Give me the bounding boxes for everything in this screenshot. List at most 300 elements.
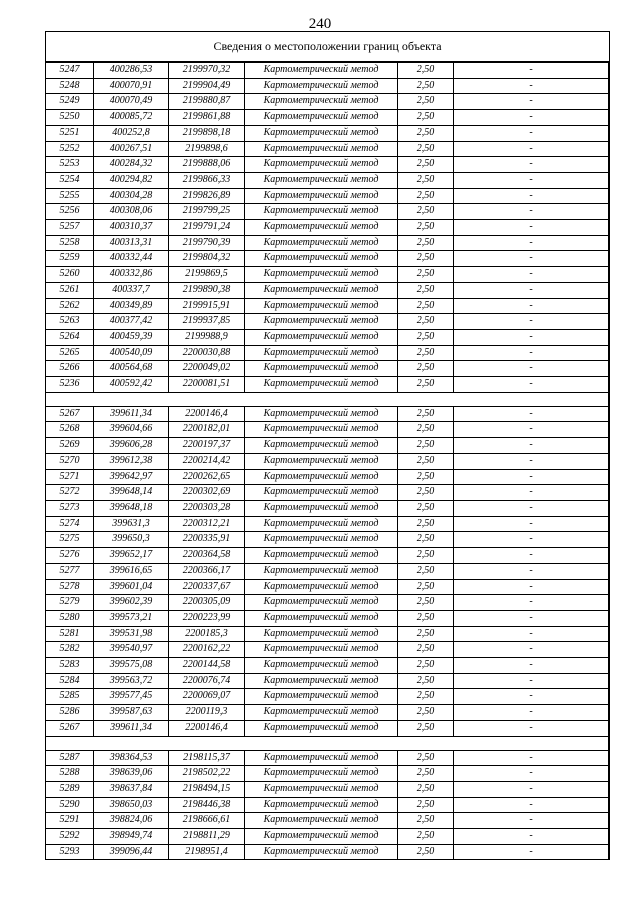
description-cell: - bbox=[454, 673, 609, 689]
x-coordinate-cell: 399573,21 bbox=[94, 610, 169, 626]
method-cell: Картометрический метод bbox=[245, 469, 398, 485]
description-cell: - bbox=[454, 172, 609, 188]
x-coordinate-cell: 400070,49 bbox=[94, 94, 169, 110]
point-number-cell: 5249 bbox=[46, 94, 94, 110]
x-coordinate-cell: 399631,3 bbox=[94, 516, 169, 532]
separator-cell bbox=[245, 736, 398, 750]
point-number-cell: 5291 bbox=[46, 813, 94, 829]
accuracy-cell: 2,50 bbox=[398, 689, 454, 705]
y-coordinate-cell: 2199869,5 bbox=[169, 267, 245, 283]
y-coordinate-cell: 2199880,87 bbox=[169, 94, 245, 110]
point-number-cell: 5290 bbox=[46, 797, 94, 813]
x-coordinate-cell: 400286,53 bbox=[94, 63, 169, 79]
description-cell: - bbox=[454, 110, 609, 126]
table-row bbox=[46, 377, 609, 393]
description-cell: - bbox=[454, 705, 609, 721]
method-cell: Картометрический метод bbox=[245, 610, 398, 626]
y-coordinate-cell: 2200076,74 bbox=[169, 673, 245, 689]
point-number-cell: 5265 bbox=[46, 345, 94, 361]
point-number-cell: 5289 bbox=[46, 781, 94, 797]
accuracy-cell: 2,50 bbox=[398, 251, 454, 267]
description-cell: - bbox=[454, 485, 609, 501]
point-number-cell: 5253 bbox=[46, 157, 94, 173]
x-coordinate-cell: 400284,32 bbox=[94, 157, 169, 173]
separator-cell bbox=[454, 736, 609, 750]
x-coordinate-cell: 399612,38 bbox=[94, 453, 169, 469]
separator-cell bbox=[454, 392, 609, 406]
table-row bbox=[46, 235, 609, 251]
table-row bbox=[46, 673, 609, 689]
point-number-cell: 5276 bbox=[46, 548, 94, 564]
description-cell: - bbox=[454, 267, 609, 283]
y-coordinate-cell: 2199898,18 bbox=[169, 125, 245, 141]
accuracy-cell: 2,50 bbox=[398, 813, 454, 829]
point-number-cell: 5252 bbox=[46, 141, 94, 157]
table-row bbox=[46, 516, 609, 532]
table-row bbox=[46, 705, 609, 721]
table-row bbox=[46, 829, 609, 845]
description-cell: - bbox=[454, 377, 609, 393]
method-cell: Картометрический метод bbox=[245, 267, 398, 283]
table-row bbox=[46, 78, 609, 94]
method-cell: Картометрический метод bbox=[245, 844, 398, 860]
method-cell: Картометрический метод bbox=[245, 720, 398, 736]
y-coordinate-cell: 2199790,39 bbox=[169, 235, 245, 251]
y-coordinate-cell: 2199970,32 bbox=[169, 63, 245, 79]
table-row bbox=[46, 720, 609, 736]
y-coordinate-cell: 2200049,02 bbox=[169, 361, 245, 377]
description-cell: - bbox=[454, 500, 609, 516]
accuracy-cell: 2,50 bbox=[398, 673, 454, 689]
table-row bbox=[46, 345, 609, 361]
point-number-cell: 5251 bbox=[46, 125, 94, 141]
method-cell: Картометрический метод bbox=[245, 563, 398, 579]
y-coordinate-cell: 2199799,25 bbox=[169, 204, 245, 220]
table-row bbox=[46, 298, 609, 314]
description-cell: - bbox=[454, 282, 609, 298]
description-cell: - bbox=[454, 610, 609, 626]
y-coordinate-cell: 2200119,3 bbox=[169, 705, 245, 721]
description-cell: - bbox=[454, 453, 609, 469]
table-row bbox=[46, 125, 609, 141]
method-cell: Картометрический метод bbox=[245, 329, 398, 345]
description-cell: - bbox=[454, 689, 609, 705]
y-coordinate-cell: 2200144,58 bbox=[169, 658, 245, 674]
x-coordinate-cell: 399563,72 bbox=[94, 673, 169, 689]
method-cell: Картометрический метод bbox=[245, 345, 398, 361]
x-coordinate-cell: 400592,42 bbox=[94, 377, 169, 393]
x-coordinate-cell: 399606,28 bbox=[94, 438, 169, 454]
point-number-cell: 5259 bbox=[46, 251, 94, 267]
table-row bbox=[46, 689, 609, 705]
y-coordinate-cell: 2199915,91 bbox=[169, 298, 245, 314]
description-cell: - bbox=[454, 422, 609, 438]
accuracy-cell: 2,50 bbox=[398, 563, 454, 579]
separator-cell bbox=[169, 736, 245, 750]
table-row bbox=[46, 361, 609, 377]
description-cell: - bbox=[454, 204, 609, 220]
accuracy-cell: 2,50 bbox=[398, 267, 454, 283]
point-number-cell: 5248 bbox=[46, 78, 94, 94]
description-cell: - bbox=[454, 766, 609, 782]
accuracy-cell: 2,50 bbox=[398, 797, 454, 813]
accuracy-cell: 2,50 bbox=[398, 750, 454, 766]
table-row bbox=[46, 251, 609, 267]
x-coordinate-cell: 400540,09 bbox=[94, 345, 169, 361]
method-cell: Картометрический метод bbox=[245, 626, 398, 642]
description-cell: - bbox=[454, 345, 609, 361]
description-cell: - bbox=[454, 750, 609, 766]
method-cell: Картометрический метод bbox=[245, 110, 398, 126]
table-row bbox=[46, 642, 609, 658]
method-cell: Картометрический метод bbox=[245, 94, 398, 110]
x-coordinate-cell: 399540,97 bbox=[94, 642, 169, 658]
x-coordinate-cell: 400377,42 bbox=[94, 314, 169, 330]
y-coordinate-cell: 2200146,4 bbox=[169, 720, 245, 736]
x-coordinate-cell: 399531,98 bbox=[94, 626, 169, 642]
x-coordinate-cell: 398637,84 bbox=[94, 781, 169, 797]
description-cell: - bbox=[454, 438, 609, 454]
description-cell: - bbox=[454, 469, 609, 485]
y-coordinate-cell: 2199866,33 bbox=[169, 172, 245, 188]
point-number-cell: 5263 bbox=[46, 314, 94, 330]
x-coordinate-cell: 398949,74 bbox=[94, 829, 169, 845]
method-cell: Картометрический метод bbox=[245, 78, 398, 94]
x-coordinate-cell: 399575,08 bbox=[94, 658, 169, 674]
accuracy-cell: 2,50 bbox=[398, 361, 454, 377]
accuracy-cell: 2,50 bbox=[398, 766, 454, 782]
accuracy-cell: 2,50 bbox=[398, 626, 454, 642]
x-coordinate-cell: 399096,44 bbox=[94, 844, 169, 860]
point-number-cell: 5270 bbox=[46, 453, 94, 469]
x-coordinate-cell: 398824,06 bbox=[94, 813, 169, 829]
table-row bbox=[46, 500, 609, 516]
point-number-cell: 5268 bbox=[46, 422, 94, 438]
point-number-cell: 5292 bbox=[46, 829, 94, 845]
x-coordinate-cell: 400564,68 bbox=[94, 361, 169, 377]
description-cell: - bbox=[454, 516, 609, 532]
point-number-cell: 5285 bbox=[46, 689, 94, 705]
point-number-cell: 5288 bbox=[46, 766, 94, 782]
method-cell: Картометрический метод bbox=[245, 141, 398, 157]
x-coordinate-cell: 400294,82 bbox=[94, 172, 169, 188]
table-row bbox=[46, 141, 609, 157]
x-coordinate-cell: 400332,44 bbox=[94, 251, 169, 267]
y-coordinate-cell: 2200302,69 bbox=[169, 485, 245, 501]
y-coordinate-cell: 2198494,15 bbox=[169, 781, 245, 797]
y-coordinate-cell: 2200223,99 bbox=[169, 610, 245, 626]
x-coordinate-cell: 398639,06 bbox=[94, 766, 169, 782]
y-coordinate-cell: 2199988,9 bbox=[169, 329, 245, 345]
group-separator bbox=[46, 736, 609, 750]
accuracy-cell: 2,50 bbox=[398, 705, 454, 721]
x-coordinate-cell: 399642,97 bbox=[94, 469, 169, 485]
method-cell: Картометрический метод bbox=[245, 204, 398, 220]
x-coordinate-cell: 399648,14 bbox=[94, 485, 169, 501]
table-row bbox=[46, 438, 609, 454]
x-coordinate-cell: 400304,28 bbox=[94, 188, 169, 204]
y-coordinate-cell: 2200081,51 bbox=[169, 377, 245, 393]
accuracy-cell: 2,50 bbox=[398, 438, 454, 454]
point-number-cell: 5273 bbox=[46, 500, 94, 516]
method-cell: Картометрический метод bbox=[245, 157, 398, 173]
table-row bbox=[46, 94, 609, 110]
table-row bbox=[46, 595, 609, 611]
separator-cell bbox=[46, 736, 94, 750]
point-number-cell: 5267 bbox=[46, 406, 94, 422]
separator-cell bbox=[245, 392, 398, 406]
x-coordinate-cell: 398650,03 bbox=[94, 797, 169, 813]
description-cell: - bbox=[454, 314, 609, 330]
accuracy-cell: 2,50 bbox=[398, 282, 454, 298]
y-coordinate-cell: 2199791,24 bbox=[169, 220, 245, 236]
table-row bbox=[46, 63, 609, 79]
table-row bbox=[46, 314, 609, 330]
point-number-cell: 5271 bbox=[46, 469, 94, 485]
accuracy-cell: 2,50 bbox=[398, 63, 454, 79]
y-coordinate-cell: 2200146,4 bbox=[169, 406, 245, 422]
method-cell: Картометрический метод bbox=[245, 453, 398, 469]
description-cell: - bbox=[454, 626, 609, 642]
accuracy-cell: 2,50 bbox=[398, 485, 454, 501]
method-cell: Картометрический метод bbox=[245, 813, 398, 829]
table-row bbox=[46, 844, 609, 860]
description-cell: - bbox=[454, 406, 609, 422]
table-row bbox=[46, 658, 609, 674]
accuracy-cell: 2,50 bbox=[398, 157, 454, 173]
accuracy-cell: 2,50 bbox=[398, 516, 454, 532]
point-number-cell: 5267 bbox=[46, 720, 94, 736]
method-cell: Картометрический метод bbox=[245, 673, 398, 689]
y-coordinate-cell: 2199898,6 bbox=[169, 141, 245, 157]
description-cell: - bbox=[454, 94, 609, 110]
description-cell: - bbox=[454, 329, 609, 345]
accuracy-cell: 2,50 bbox=[398, 579, 454, 595]
accuracy-cell: 2,50 bbox=[398, 329, 454, 345]
method-cell: Картометрический метод bbox=[245, 500, 398, 516]
y-coordinate-cell: 2198951,4 bbox=[169, 844, 245, 860]
point-number-cell: 5286 bbox=[46, 705, 94, 721]
x-coordinate-cell: 399604,66 bbox=[94, 422, 169, 438]
accuracy-cell: 2,50 bbox=[398, 595, 454, 611]
y-coordinate-cell: 2200305,09 bbox=[169, 595, 245, 611]
point-number-cell: 5282 bbox=[46, 642, 94, 658]
x-coordinate-cell: 400332,86 bbox=[94, 267, 169, 283]
description-cell: - bbox=[454, 188, 609, 204]
table-row bbox=[46, 204, 609, 220]
point-number-cell: 5269 bbox=[46, 438, 94, 454]
table-row bbox=[46, 282, 609, 298]
table-row bbox=[46, 766, 609, 782]
accuracy-cell: 2,50 bbox=[398, 220, 454, 236]
y-coordinate-cell: 2199937,85 bbox=[169, 314, 245, 330]
description-cell: - bbox=[454, 813, 609, 829]
method-cell: Картометрический метод bbox=[245, 220, 398, 236]
table-row bbox=[46, 797, 609, 813]
y-coordinate-cell: 2200214,42 bbox=[169, 453, 245, 469]
method-cell: Картометрический метод bbox=[245, 125, 398, 141]
accuracy-cell: 2,50 bbox=[398, 345, 454, 361]
point-number-cell: 5278 bbox=[46, 579, 94, 595]
table-row bbox=[46, 485, 609, 501]
accuracy-cell: 2,50 bbox=[398, 172, 454, 188]
x-coordinate-cell: 400337,7 bbox=[94, 282, 169, 298]
description-cell: - bbox=[454, 532, 609, 548]
accuracy-cell: 2,50 bbox=[398, 125, 454, 141]
x-coordinate-cell: 399601,04 bbox=[94, 579, 169, 595]
accuracy-cell: 2,50 bbox=[398, 500, 454, 516]
point-number-cell: 5277 bbox=[46, 563, 94, 579]
x-coordinate-cell: 400267,51 bbox=[94, 141, 169, 157]
method-cell: Картометрический метод bbox=[245, 422, 398, 438]
method-cell: Картометрический метод bbox=[245, 705, 398, 721]
point-number-cell: 5256 bbox=[46, 204, 94, 220]
method-cell: Картометрический метод bbox=[245, 516, 398, 532]
table-row bbox=[46, 157, 609, 173]
point-number-cell: 5257 bbox=[46, 220, 94, 236]
method-cell: Картометрический метод bbox=[245, 595, 398, 611]
y-coordinate-cell: 2199861,88 bbox=[169, 110, 245, 126]
description-cell: - bbox=[454, 157, 609, 173]
description-cell: - bbox=[454, 579, 609, 595]
description-cell: - bbox=[454, 298, 609, 314]
point-number-cell: 5275 bbox=[46, 532, 94, 548]
x-coordinate-cell: 400313,31 bbox=[94, 235, 169, 251]
accuracy-cell: 2,50 bbox=[398, 110, 454, 126]
description-cell: - bbox=[454, 78, 609, 94]
table-row bbox=[46, 422, 609, 438]
y-coordinate-cell: 2200197,37 bbox=[169, 438, 245, 454]
method-cell: Картометрический метод bbox=[245, 63, 398, 79]
method-cell: Картометрический метод bbox=[245, 642, 398, 658]
accuracy-cell: 2,50 bbox=[398, 94, 454, 110]
description-cell: - bbox=[454, 642, 609, 658]
accuracy-cell: 2,50 bbox=[398, 377, 454, 393]
method-cell: Картометрический метод bbox=[245, 172, 398, 188]
table-row bbox=[46, 172, 609, 188]
accuracy-cell: 2,50 bbox=[398, 235, 454, 251]
separator-cell bbox=[46, 392, 94, 406]
y-coordinate-cell: 2200303,28 bbox=[169, 500, 245, 516]
table-row bbox=[46, 563, 609, 579]
coordinates-table bbox=[45, 62, 609, 860]
coordinates-rows bbox=[46, 63, 609, 860]
accuracy-cell: 2,50 bbox=[398, 298, 454, 314]
x-coordinate-cell: 398364,53 bbox=[94, 750, 169, 766]
description-cell: - bbox=[454, 781, 609, 797]
accuracy-cell: 2,50 bbox=[398, 78, 454, 94]
method-cell: Картометрический метод bbox=[245, 829, 398, 845]
table-row bbox=[46, 813, 609, 829]
x-coordinate-cell: 399650,3 bbox=[94, 532, 169, 548]
accuracy-cell: 2,50 bbox=[398, 141, 454, 157]
accuracy-cell: 2,50 bbox=[398, 469, 454, 485]
method-cell: Картометрический метод bbox=[245, 766, 398, 782]
x-coordinate-cell: 400459,39 bbox=[94, 329, 169, 345]
page-number: 240 bbox=[308, 16, 332, 32]
description-cell: - bbox=[454, 63, 609, 79]
method-cell: Картометрический метод bbox=[245, 797, 398, 813]
table-row bbox=[46, 188, 609, 204]
point-number-cell: 5261 bbox=[46, 282, 94, 298]
accuracy-cell: 2,50 bbox=[398, 453, 454, 469]
description-cell: - bbox=[454, 141, 609, 157]
y-coordinate-cell: 2198666,61 bbox=[169, 813, 245, 829]
table-title: Сведения о местоположении границ объекта bbox=[46, 32, 609, 62]
method-cell: Картометрический метод bbox=[245, 377, 398, 393]
accuracy-cell: 2,50 bbox=[398, 642, 454, 658]
table-row bbox=[46, 781, 609, 797]
description-cell: - bbox=[454, 548, 609, 564]
separator-cell bbox=[398, 736, 454, 750]
y-coordinate-cell: 2198115,37 bbox=[169, 750, 245, 766]
y-coordinate-cell: 2200337,67 bbox=[169, 579, 245, 595]
x-coordinate-cell: 400070,91 bbox=[94, 78, 169, 94]
y-coordinate-cell: 2200335,91 bbox=[169, 532, 245, 548]
x-coordinate-cell: 399652,17 bbox=[94, 548, 169, 564]
table-row bbox=[46, 750, 609, 766]
accuracy-cell: 2,50 bbox=[398, 610, 454, 626]
point-number-cell: 5266 bbox=[46, 361, 94, 377]
accuracy-cell: 2,50 bbox=[398, 314, 454, 330]
description-cell: - bbox=[454, 829, 609, 845]
table-row bbox=[46, 469, 609, 485]
y-coordinate-cell: 2198811,29 bbox=[169, 829, 245, 845]
accuracy-cell: 2,50 bbox=[398, 548, 454, 564]
x-coordinate-cell: 399611,34 bbox=[94, 720, 169, 736]
method-cell: Картометрический метод bbox=[245, 532, 398, 548]
x-coordinate-cell: 399602,39 bbox=[94, 595, 169, 611]
accuracy-cell: 2,50 bbox=[398, 188, 454, 204]
method-cell: Картометрический метод bbox=[245, 438, 398, 454]
method-cell: Картометрический метод bbox=[245, 781, 398, 797]
point-number-cell: 5264 bbox=[46, 329, 94, 345]
method-cell: Картометрический метод bbox=[245, 282, 398, 298]
y-coordinate-cell: 2200069,07 bbox=[169, 689, 245, 705]
x-coordinate-cell: 399616,65 bbox=[94, 563, 169, 579]
method-cell: Картометрический метод bbox=[245, 658, 398, 674]
x-coordinate-cell: 399648,18 bbox=[94, 500, 169, 516]
table-row bbox=[46, 110, 609, 126]
point-number-cell: 5280 bbox=[46, 610, 94, 626]
separator-cell bbox=[169, 392, 245, 406]
point-number-cell: 5281 bbox=[46, 626, 94, 642]
description-cell: - bbox=[454, 361, 609, 377]
x-coordinate-cell: 399577,45 bbox=[94, 689, 169, 705]
y-coordinate-cell: 2199804,32 bbox=[169, 251, 245, 267]
method-cell: Картометрический метод bbox=[245, 579, 398, 595]
x-coordinate-cell: 400308,06 bbox=[94, 204, 169, 220]
accuracy-cell: 2,50 bbox=[398, 422, 454, 438]
point-number-cell: 5247 bbox=[46, 63, 94, 79]
method-cell: Картометрический метод bbox=[245, 188, 398, 204]
method-cell: Картометрический метод bbox=[245, 406, 398, 422]
description-cell: - bbox=[454, 563, 609, 579]
table-row bbox=[46, 532, 609, 548]
method-cell: Картометрический метод bbox=[245, 750, 398, 766]
point-number-cell: 5293 bbox=[46, 844, 94, 860]
x-coordinate-cell: 400310,37 bbox=[94, 220, 169, 236]
point-number-cell: 5279 bbox=[46, 595, 94, 611]
description-cell: - bbox=[454, 595, 609, 611]
y-coordinate-cell: 2199904,49 bbox=[169, 78, 245, 94]
description-cell: - bbox=[454, 251, 609, 267]
point-number-cell: 5236 bbox=[46, 377, 94, 393]
y-coordinate-cell: 2200364,58 bbox=[169, 548, 245, 564]
separator-cell bbox=[94, 736, 169, 750]
accuracy-cell: 2,50 bbox=[398, 532, 454, 548]
table-row bbox=[46, 610, 609, 626]
